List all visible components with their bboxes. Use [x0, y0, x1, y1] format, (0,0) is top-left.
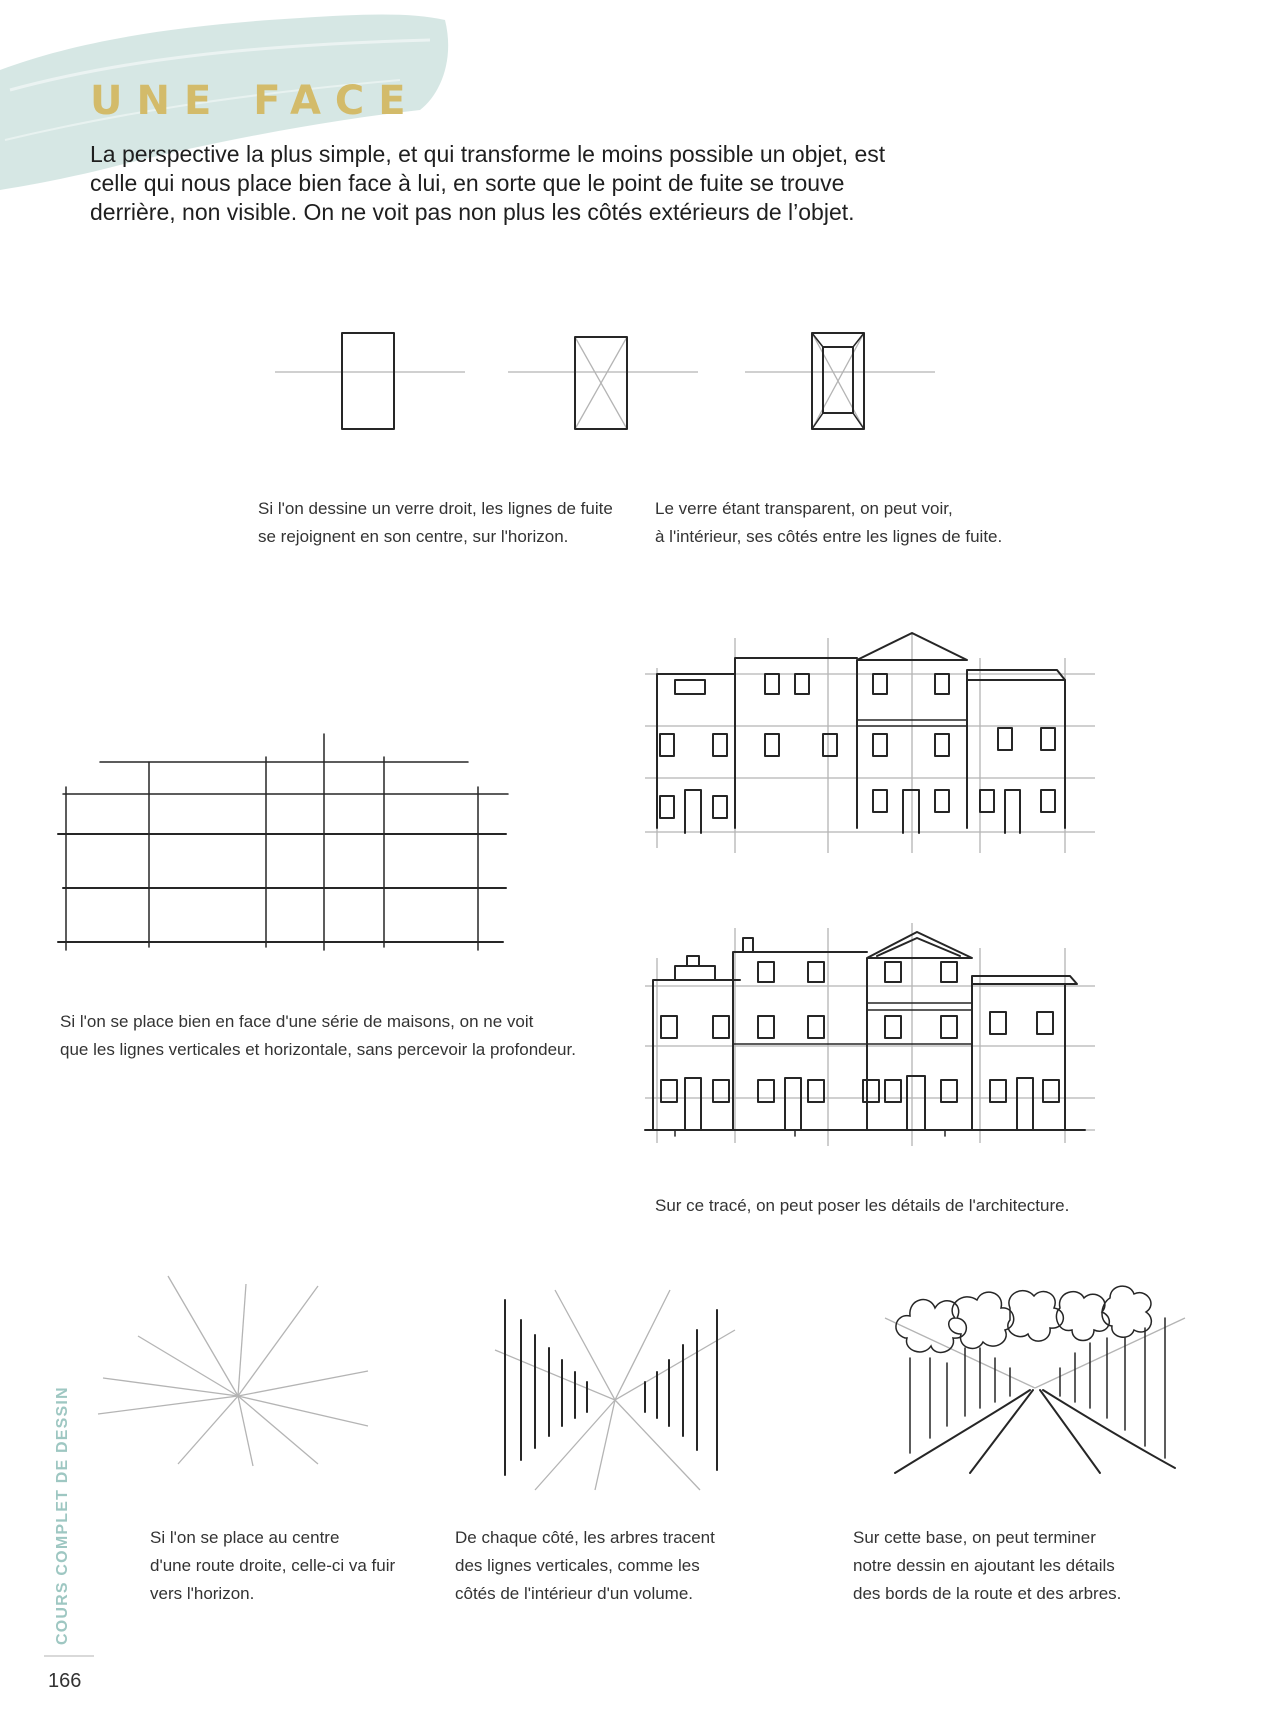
sidebar-rule — [44, 1655, 94, 1657]
houses-grid-figure — [58, 732, 508, 952]
glass-outline-figure — [275, 325, 465, 435]
road-vanishing-rays-figure — [98, 1276, 368, 1466]
road-trees-finished-figure — [885, 1278, 1185, 1478]
page-number: 166 — [48, 1670, 82, 1692]
caption-road-center: Si l'on se place au centre d'une route droite, celle-ci va fuir vers l'horizon. — [150, 1528, 396, 1603]
caption-road-finish: Sur cette base, on peut terminer notre dessin en ajoutant les détails des bords de la route et des arbres. — [853, 1528, 1122, 1603]
intro-paragraph: La perspective la plus simple, et qui transforme le moins possible un objet, est celle qui nous place bien face à lui, en sorte que le point de fuite se trouve derrière, non visible. On ne voit pas non plus les côtés extérieurs de l’objet. — [90, 141, 886, 225]
houses-block-figure — [645, 628, 1095, 863]
caption-road-trees: De chaque côté, les arbres tracent des lignes verticales, comme les côtés de l'intérieur d'un volume. — [455, 1528, 715, 1603]
houses-finished-figure — [645, 918, 1095, 1153]
caption-houses-detail: Sur ce tracé, on peut poser les détails de l'architecture. — [655, 1196, 1070, 1215]
caption-glass-lines: Si l'on dessine un verre droit, les lignes de fuite se rejoignent en son centre, sur l'horizon. — [258, 499, 613, 546]
caption-glass-transparent: Le verre étant transparent, on peut voir, à l'intérieur, ses côtés entre les lignes de fuite. — [655, 499, 1003, 546]
glass-vanishing-lines-figure — [508, 325, 698, 435]
sidebar-book-title: COURS COMPLET DE DESSIN — [54, 1386, 71, 1645]
road-tree-verticals-figure — [495, 1290, 735, 1490]
caption-houses-grid: Si l'on se place bien en face d'une série de maisons, on ne voit que les lignes verticales et horizontale, sans percevoir la profondeur. — [60, 1012, 576, 1059]
glass-inner-sides-figure — [745, 325, 935, 435]
page-title: UNE FACE — [90, 78, 420, 124]
